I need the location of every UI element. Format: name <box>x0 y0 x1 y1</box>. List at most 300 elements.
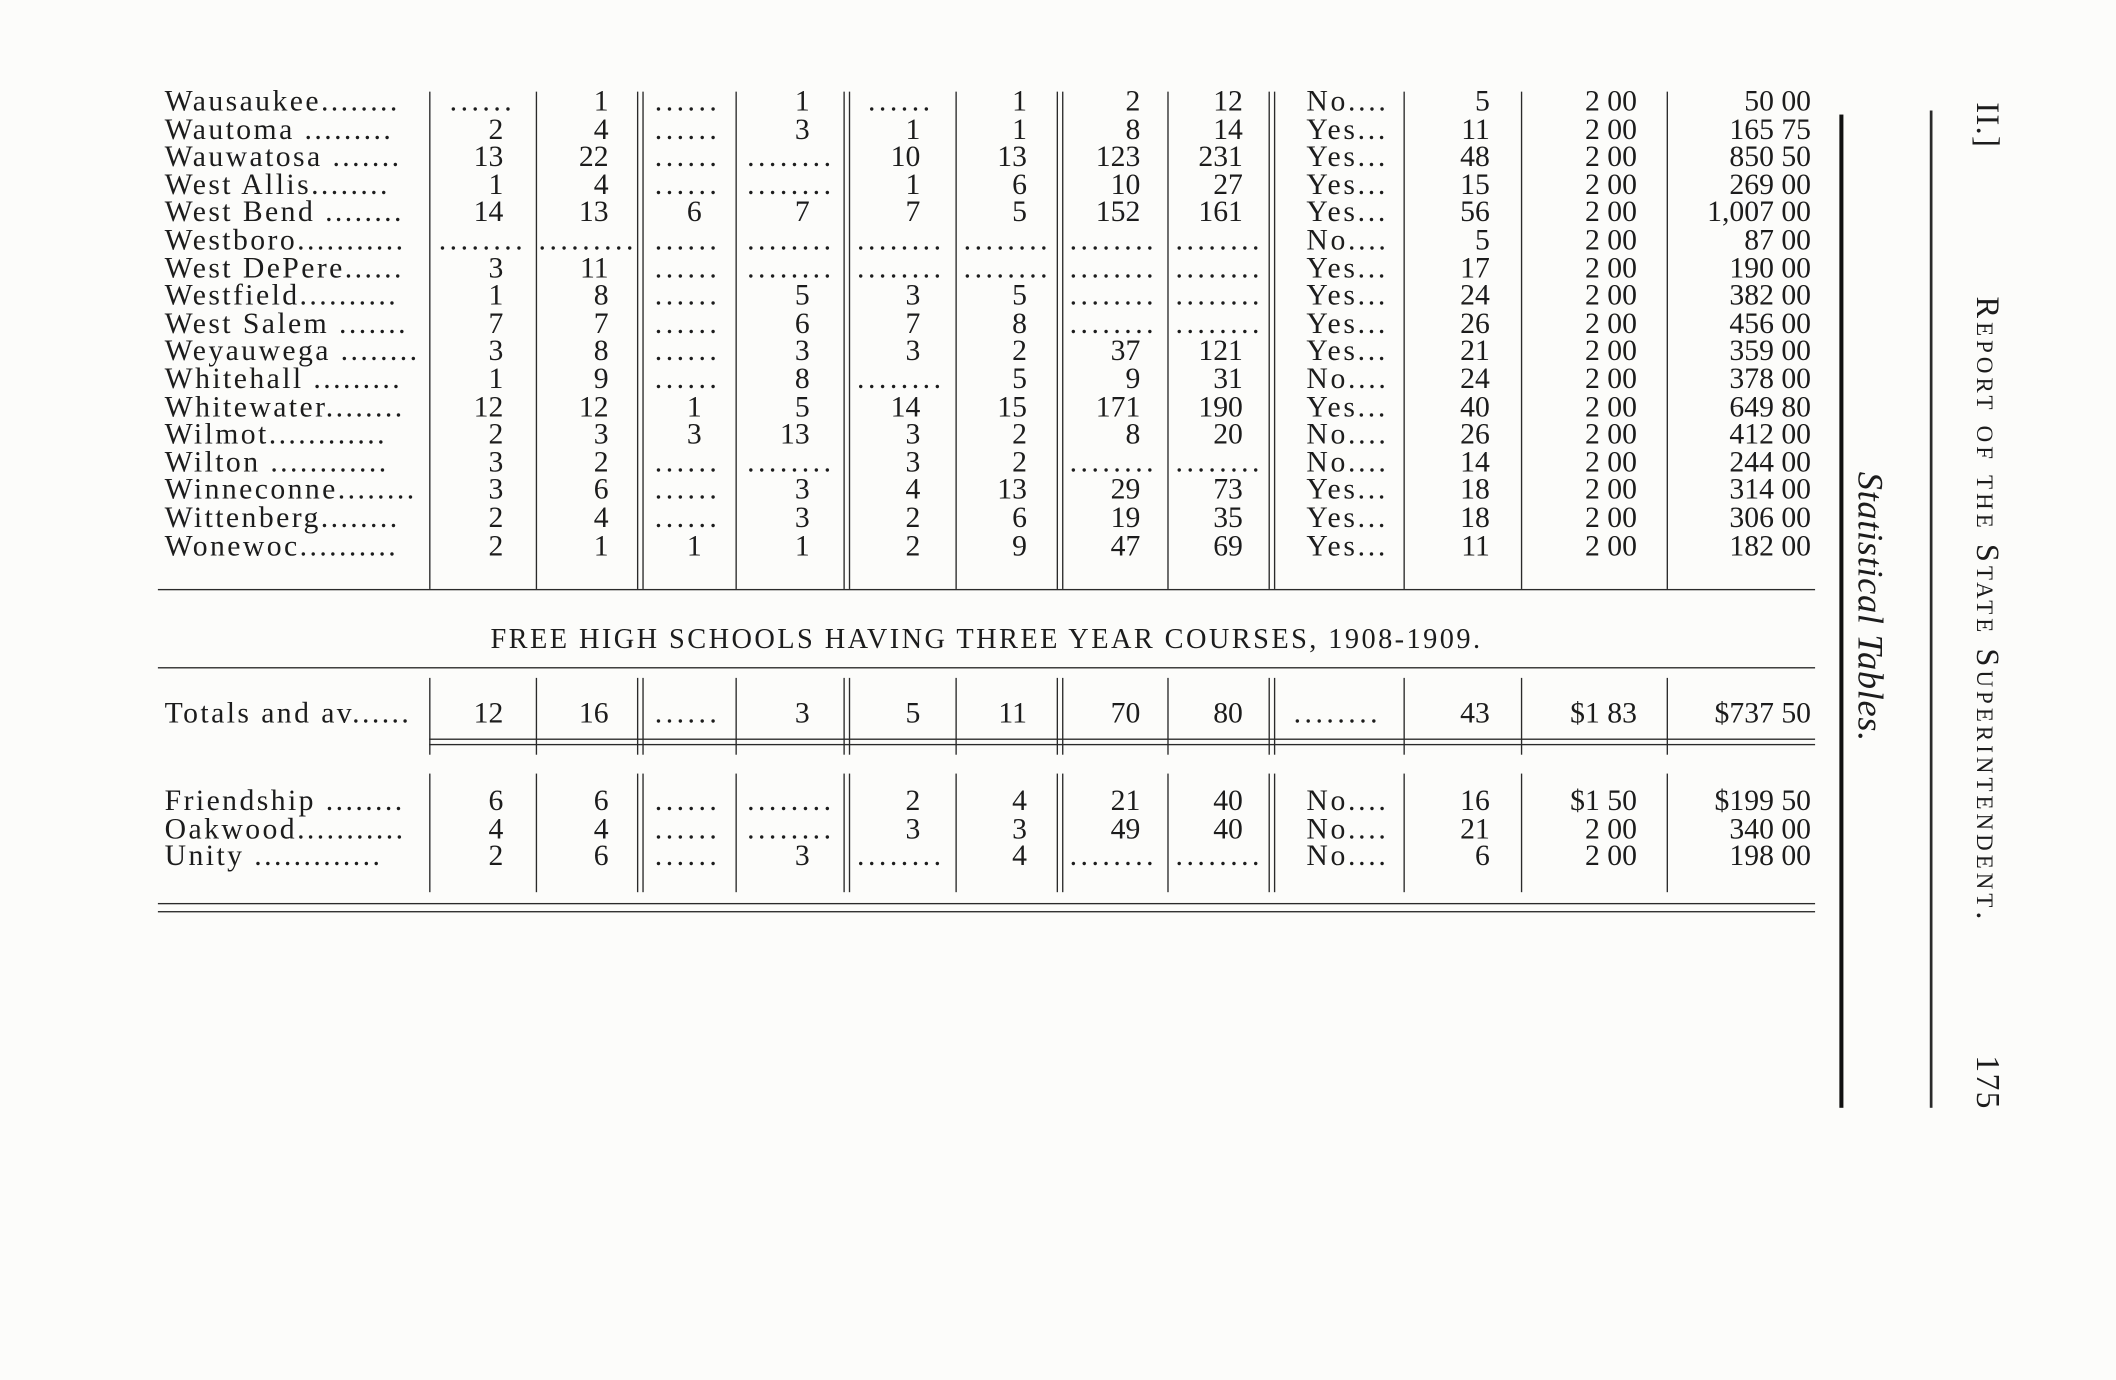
school-name: Weyauwega ........ <box>164 333 420 368</box>
table-cell: 3 <box>794 838 810 873</box>
table-cell: 80 <box>1213 695 1243 730</box>
table-cell: No.... <box>1306 83 1389 118</box>
table-cell: 3 <box>1012 810 1027 845</box>
table-cell: ........ <box>747 783 835 817</box>
table-cell: 49 <box>1110 810 1141 845</box>
table-cell: 2 00 <box>1584 222 1637 257</box>
table-cell: 2 00 <box>1584 472 1637 506</box>
table-cell: No.... <box>1306 810 1389 845</box>
table-cell: 40 <box>1460 388 1490 423</box>
table-cell: 7 <box>593 305 609 340</box>
table-cell: 3 <box>794 111 810 146</box>
table-cell: 6 <box>1012 499 1027 534</box>
table-cell: 3 <box>794 499 810 534</box>
school-name: Whitewater........ <box>164 388 405 423</box>
table-cell: 2 <box>488 416 504 451</box>
table-cell: 198 00 <box>1729 838 1812 873</box>
table-cell: 40 <box>1213 783 1243 817</box>
table-cell: ...... <box>654 111 721 146</box>
table-row <box>158 388 1815 423</box>
school-name: Winneconne........ <box>164 472 417 506</box>
table-row <box>158 810 1815 845</box>
table-cell: 26 <box>1460 416 1490 451</box>
table-cell: $737 50 <box>1714 695 1812 730</box>
table-cell: 9 <box>1012 527 1027 562</box>
table-cell: ........ <box>747 810 835 845</box>
table-cell: ........ <box>857 250 945 284</box>
table-cell: 382 00 <box>1729 277 1812 312</box>
table-cell: 8 <box>1125 416 1141 451</box>
table-cell: 1 <box>905 166 921 201</box>
table-cell: 3 <box>794 472 810 506</box>
table-cell: 50 00 <box>1744 83 1812 118</box>
three-year-schools-table <box>158 783 1815 873</box>
table-cell: 16 <box>578 695 609 730</box>
table-cell: 3 <box>488 444 504 479</box>
table-cell: 6 <box>794 305 810 340</box>
school-name: Unity ............. <box>164 838 383 873</box>
table-cell: Yes... <box>1306 194 1388 229</box>
table-cell: 1 <box>1012 83 1027 118</box>
table-cell: 11 <box>998 695 1027 730</box>
table-cell: 1 <box>593 83 609 118</box>
table-cell: 6 <box>593 472 609 506</box>
table-cell: 4 <box>593 810 609 845</box>
table-cell: 13 <box>473 139 504 173</box>
school-name: Westfield.......... <box>164 277 399 312</box>
table-cell: 8 <box>593 333 609 368</box>
table-cell: 3 <box>794 695 810 730</box>
table-cell: 10 <box>1110 166 1141 201</box>
table-row <box>158 139 1815 173</box>
table-cell: ...... <box>449 83 516 118</box>
table-cell: 43 <box>1460 695 1490 730</box>
table-cell: No.... <box>1306 361 1389 395</box>
table-cell: 2 <box>1012 444 1027 479</box>
table-cell: 31 <box>1213 361 1243 395</box>
table-cell: 56 <box>1460 194 1490 229</box>
table-cell: 161 <box>1198 194 1243 229</box>
table-cell: 2 00 <box>1584 111 1637 146</box>
table-cell: ........ <box>1069 305 1158 340</box>
table-cell: 649 80 <box>1729 388 1812 423</box>
table-cell: 121 <box>1198 333 1243 368</box>
table-cell: 13 <box>780 416 810 451</box>
table-cell: ...... <box>654 277 721 312</box>
table-cell: ........ <box>747 222 835 257</box>
table-cell: 2 <box>488 527 504 562</box>
table-heading: FREE HIGH SCHOOLS HAVING THREE YEAR COURSES, 1908-1909. <box>490 622 1483 655</box>
table-cell: ...... <box>654 139 721 173</box>
table-cell: 1 <box>905 111 921 146</box>
table-cell: 16 <box>1460 783 1490 817</box>
table-cell: $1 50 <box>1570 783 1637 817</box>
table-cell: ...... <box>654 166 721 201</box>
school-name: Whitehall ......... <box>164 361 403 395</box>
table-cell: No.... <box>1306 838 1389 873</box>
table-cell: ........ <box>747 250 835 284</box>
table-cell: ........ <box>1069 250 1158 284</box>
table-cell: $1 83 <box>1570 695 1637 730</box>
table-cell: 6 <box>488 783 504 817</box>
table-cell: 2 00 <box>1584 361 1637 395</box>
table-cell: 3 <box>686 416 702 451</box>
table-cell: ........ <box>438 222 527 257</box>
table-cell: 2 00 <box>1584 83 1637 118</box>
table-cell: 21 <box>1460 333 1490 368</box>
table-cell: 1 <box>686 388 702 423</box>
school-name: Wilmot............ <box>164 416 387 451</box>
totals-double-rule-top <box>429 739 1815 741</box>
table-cell: 2 <box>1012 416 1027 451</box>
table-cell: 15 <box>1460 166 1490 201</box>
table-cell: ...... <box>654 838 721 873</box>
table-cell: ........ <box>1069 222 1158 257</box>
table-cell: 2 <box>1012 333 1027 368</box>
heading-rule <box>158 667 1815 669</box>
table-cell: 5 <box>794 277 810 312</box>
table-cell: 1 <box>488 361 504 395</box>
table-cell: 3 <box>905 810 921 845</box>
table-row <box>158 695 1815 730</box>
table-cell: 2 <box>488 838 504 873</box>
table-cell: Yes... <box>1306 139 1388 173</box>
table-row <box>158 83 1815 118</box>
table-cell: 4 <box>593 499 609 534</box>
table-row <box>158 250 1815 284</box>
table-cell: 7 <box>488 305 504 340</box>
table-cell: 17 <box>1460 250 1490 284</box>
table-cell: 14 <box>1460 444 1490 479</box>
table-cell: Yes... <box>1306 527 1388 562</box>
school-name: Wittenberg........ <box>164 499 400 534</box>
table-cell: 18 <box>1460 499 1490 534</box>
table-cell: 5 <box>1475 222 1490 257</box>
table-cell: Yes... <box>1306 472 1388 506</box>
table-cell: ......... <box>538 222 637 257</box>
table-cell: 15 <box>997 388 1027 423</box>
school-name: Wilton ............ <box>164 444 389 479</box>
table-cell: 40 <box>1213 810 1243 845</box>
table-cell: ........ <box>1069 277 1158 312</box>
table-cell: 2 <box>905 783 921 817</box>
table-cell: ........ <box>1175 222 1264 257</box>
table-cell: 47 <box>1110 527 1141 562</box>
table-cell: 35 <box>1213 499 1243 534</box>
table-cell: ........ <box>1175 838 1264 873</box>
table-cell: 4 <box>1012 783 1027 817</box>
school-name: Wonewoc.......... <box>164 527 399 562</box>
table-cell: 3 <box>905 277 921 312</box>
table-cell: 87 00 <box>1744 222 1812 257</box>
table-cell: ........ <box>747 166 835 201</box>
closing-double-rule-bottom <box>158 911 1815 913</box>
running-head-title: Report of the State Superintendent. <box>1968 296 2005 924</box>
table-cell: 2 00 <box>1584 166 1637 201</box>
table-cell: 1 <box>593 527 609 562</box>
table-cell: 2 00 <box>1584 277 1637 312</box>
thick-margin-rule <box>1839 115 1843 1108</box>
table-cell: 48 <box>1460 139 1490 173</box>
schools-table <box>158 83 1815 562</box>
school-name: West Salem ....... <box>164 305 409 340</box>
table-cell: Yes... <box>1306 499 1388 534</box>
table-cell: Yes... <box>1306 166 1388 201</box>
table-cell: No.... <box>1306 222 1389 257</box>
school-name: Oakwood........... <box>164 810 406 845</box>
table-cell: 850 50 <box>1729 139 1812 173</box>
school-name: Friendship ........ <box>164 783 405 817</box>
school-name: Wausaukee........ <box>164 83 400 118</box>
running-head-rule <box>1930 111 1932 1108</box>
table-cell: 69 <box>1213 527 1243 562</box>
table-cell: 2 00 <box>1584 250 1637 284</box>
table-cell: 73 <box>1213 472 1243 506</box>
table-cell: 2 00 <box>1584 305 1637 340</box>
table-cell: ...... <box>654 333 721 368</box>
table-cell: Yes... <box>1306 250 1388 284</box>
table-cell: 1 <box>1012 111 1027 146</box>
table-cell: 7 <box>905 305 921 340</box>
table-cell: ........ <box>1069 838 1158 873</box>
table-cell: 306 00 <box>1729 499 1812 534</box>
table-cell: 5 <box>1012 194 1027 229</box>
table-cell: 6 <box>593 838 609 873</box>
table-cell: 2 <box>1125 83 1141 118</box>
table-cell: ...... <box>654 250 721 284</box>
table-cell: 456 00 <box>1729 305 1812 340</box>
table-cell: ........ <box>1175 250 1264 284</box>
table-cell: 2 00 <box>1584 333 1637 368</box>
table-cell: 24 <box>1460 361 1490 395</box>
running-head-part: II.] <box>1968 102 2005 149</box>
table-cell: ...... <box>654 222 721 257</box>
table-cell: 37 <box>1110 333 1141 368</box>
table-cell: Yes... <box>1306 333 1388 368</box>
school-name: West Bend ........ <box>164 194 404 229</box>
table-cell: 21 <box>1110 783 1141 817</box>
table-cell: 14 <box>890 388 921 423</box>
table-cell: 70 <box>1110 695 1141 730</box>
table-cell: 4 <box>593 166 609 201</box>
table-cell: 10 <box>890 139 921 173</box>
school-name: Wautoma ......... <box>164 111 394 146</box>
table-cell: 4 <box>1012 838 1027 873</box>
totals-double-rule-bottom <box>429 744 1815 746</box>
table-cell: 22 <box>578 139 609 173</box>
table-bottom-rule <box>158 589 1815 591</box>
table-cell: 3 <box>905 416 921 451</box>
table-cell: 5 <box>905 695 921 730</box>
table-cell: 3 <box>593 416 609 451</box>
table-cell: 12 <box>473 388 504 423</box>
table-cell: 2 00 <box>1584 838 1637 873</box>
school-name: Westboro........... <box>164 222 406 257</box>
table-cell: 2 <box>593 444 609 479</box>
table-cell: 1,007 00 <box>1707 194 1812 229</box>
table-cell: ...... <box>654 499 721 534</box>
table-cell: Yes... <box>1306 111 1388 146</box>
table-row <box>158 416 1815 451</box>
table-cell: 244 00 <box>1729 444 1812 479</box>
page-number: 175 <box>1968 1055 2006 1110</box>
table-row <box>158 838 1815 873</box>
table-row <box>158 111 1815 146</box>
table-cell: 4 <box>905 472 921 506</box>
table-cell: 12 <box>578 388 609 423</box>
table-cell: 18 <box>1460 472 1490 506</box>
table-cell: 2 00 <box>1584 810 1637 845</box>
table-cell: 1 <box>488 277 504 312</box>
table-cell: 6 <box>593 783 609 817</box>
table-cell: 152 <box>1095 194 1141 229</box>
table-cell: 12 <box>1213 83 1243 118</box>
table-cell: ........ <box>1069 444 1158 479</box>
table-row <box>158 166 1815 201</box>
table-cell: 11 <box>1461 111 1490 146</box>
table-cell: 340 00 <box>1729 810 1812 845</box>
table-cell: ...... <box>654 810 721 845</box>
table-cell: 2 <box>488 499 504 534</box>
table-cell: ........ <box>857 838 945 873</box>
table-cell: 190 <box>1198 388 1243 423</box>
school-name: West DePere...... <box>164 250 404 284</box>
table-cell: No.... <box>1306 416 1389 451</box>
table-cell: 2 00 <box>1584 527 1637 562</box>
table-cell: Yes... <box>1306 305 1388 340</box>
table-cell: ...... <box>654 361 721 395</box>
table-cell: 1 <box>794 83 810 118</box>
table-cell: ........ <box>963 250 1052 284</box>
table-cell: 24 <box>1460 277 1490 312</box>
table-cell: ...... <box>654 305 721 340</box>
table-cell: 8 <box>1125 111 1141 146</box>
table-cell: ........ <box>857 361 945 395</box>
table-cell: 1 <box>794 527 810 562</box>
table-cell: 182 00 <box>1729 527 1812 562</box>
table-cell: 12 <box>473 695 504 730</box>
table-cell: 21 <box>1460 810 1490 845</box>
table-cell: 3 <box>488 333 504 368</box>
table-cell: 6 <box>1475 838 1490 873</box>
table-cell: 314 00 <box>1729 472 1812 506</box>
table-cell: ...... <box>654 695 721 730</box>
table-cell: 5 <box>1012 361 1027 395</box>
table-cell: 8 <box>593 277 609 312</box>
table-cell: 19 <box>1110 499 1141 534</box>
table-cell: 11 <box>580 250 609 284</box>
table-cell: 3 <box>905 333 921 368</box>
table-cell: No.... <box>1306 783 1389 817</box>
table-row <box>158 783 1815 817</box>
table-row <box>158 527 1815 562</box>
table-cell: 2 00 <box>1584 388 1637 423</box>
table-cell: 2 00 <box>1584 139 1637 173</box>
table-cell: 9 <box>1125 361 1141 395</box>
school-name: West Allis........ <box>164 166 390 201</box>
table-cell: 11 <box>1461 527 1490 562</box>
table-cell: 4 <box>488 810 504 845</box>
table-cell: Yes... <box>1306 277 1388 312</box>
table-cell: 2 00 <box>1584 194 1637 229</box>
table-cell: ...... <box>654 444 721 479</box>
table-cell: 8 <box>794 361 810 395</box>
table-row <box>158 361 1815 395</box>
table-row <box>158 499 1815 534</box>
table-cell: 9 <box>593 361 609 395</box>
table-cell: 1 <box>488 166 504 201</box>
table-cell: 5 <box>794 388 810 423</box>
table-cell: 269 00 <box>1729 166 1812 201</box>
table-cell: 3 <box>488 250 504 284</box>
table-cell: 5 <box>1012 277 1027 312</box>
table-cell: No.... <box>1306 444 1389 479</box>
table-cell: 4 <box>593 111 609 146</box>
table-cell: 359 00 <box>1729 333 1812 368</box>
table-cell: 6 <box>686 194 702 229</box>
table-cell: 190 00 <box>1729 250 1812 284</box>
section-title: Statistical Tables. <box>1850 471 1891 742</box>
table-cell: 14 <box>1213 111 1243 146</box>
table-cell: 231 <box>1198 139 1243 173</box>
table-cell: 2 00 <box>1584 499 1637 534</box>
table-cell: 26 <box>1460 305 1490 340</box>
table-cell: 2 00 <box>1584 416 1637 451</box>
table-cell: 171 <box>1095 388 1141 423</box>
table-cell: ...... <box>654 472 721 506</box>
table-cell: ........ <box>1175 277 1264 312</box>
table-cell: ........ <box>963 222 1052 257</box>
table-cell: 3 <box>488 472 504 506</box>
table-cell: 2 <box>488 111 504 146</box>
table-cell: 7 <box>794 194 810 229</box>
table-cell: 6 <box>1012 166 1027 201</box>
table-cell: ...... <box>654 783 721 817</box>
table-cell: 3 <box>794 333 810 368</box>
table-cell: 13 <box>997 472 1027 506</box>
table-cell: ........ <box>1175 305 1264 340</box>
table-row <box>158 472 1815 506</box>
table-cell: Yes... <box>1306 388 1388 423</box>
totals-table <box>158 695 1815 730</box>
closing-double-rule-top <box>158 903 1815 905</box>
table-cell: 3 <box>905 444 921 479</box>
table-cell: 5 <box>1475 83 1490 118</box>
table-row <box>158 333 1815 368</box>
table-cell: 412 00 <box>1729 416 1812 451</box>
table-cell: ...... <box>654 83 721 118</box>
table-cell: 2 <box>905 527 921 562</box>
table-cell: 378 00 <box>1729 361 1812 395</box>
table-cell: ........ <box>747 444 835 479</box>
table-cell: ........ <box>747 139 835 173</box>
school-name: Wauwatosa ....... <box>164 139 402 173</box>
table-cell: 14 <box>473 194 504 229</box>
table-cell: 2 <box>905 499 921 534</box>
table-cell: 165 75 <box>1729 111 1812 146</box>
table-cell: ...... <box>867 83 934 118</box>
table-cell: 13 <box>997 139 1027 173</box>
school-name: Totals and av...... <box>164 695 412 730</box>
table-cell: 1 <box>686 527 702 562</box>
table-cell: ........ <box>1175 444 1264 479</box>
table-cell: 7 <box>905 194 921 229</box>
table-cell: 29 <box>1110 472 1141 506</box>
table-cell: 13 <box>578 194 609 229</box>
table-cell: 8 <box>1012 305 1027 340</box>
table-cell: ........ <box>857 222 945 257</box>
table-cell: 27 <box>1213 166 1243 201</box>
